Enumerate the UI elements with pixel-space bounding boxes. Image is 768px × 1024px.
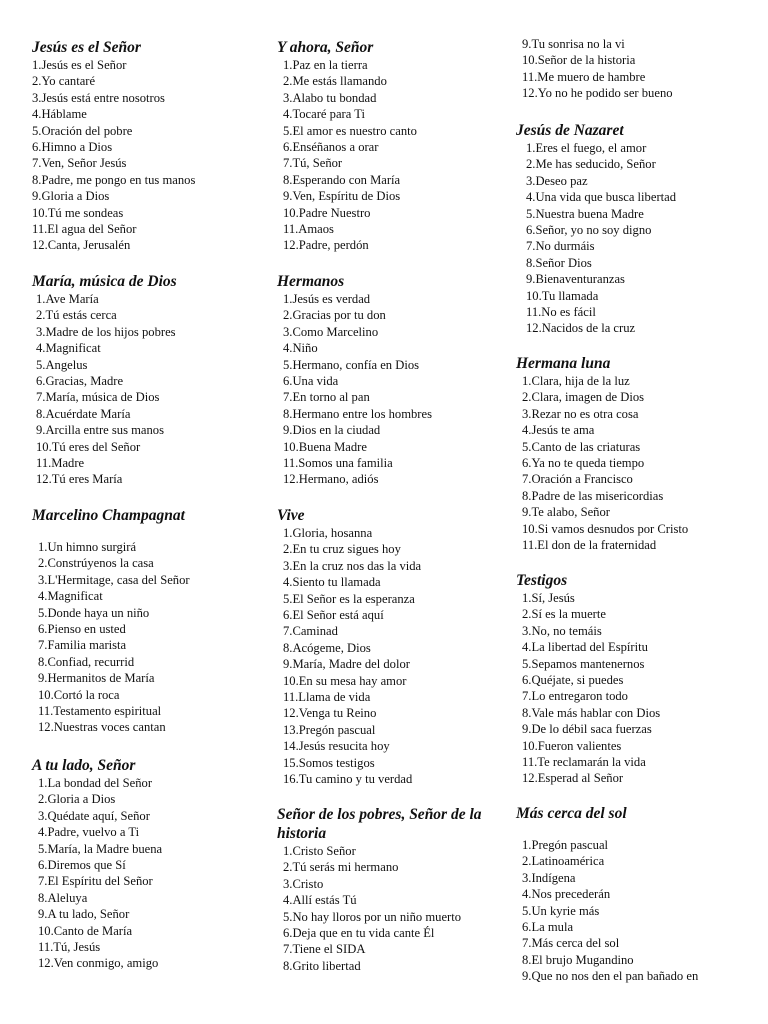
song-item: 2.Constrúyenos la casa [38,556,154,571]
song-item: 9.Tu sonrisa no la vi [522,37,625,51]
song-item: 2.Me has seducido, Señor [526,157,656,172]
song-item: 7.El Espíritu del Señor [38,874,153,889]
song-item: 9.Bienaventuranzas [526,272,625,287]
song-item: 8.Padre, me pongo en tus manos [32,172,196,187]
section-title: Y ahora, Señor [277,39,374,56]
song-item: 12.Tú eres María [36,472,123,487]
song-item: 11.Tú, Jesús [38,940,101,955]
song-item: 11.Somos una familia [283,456,393,471]
song-item: 7.En torno al pan [283,390,370,405]
song-item: 10.Tu llamada [526,288,599,303]
song-section [32,38,280,254]
section-title: Jesús es el Señor [32,39,141,56]
song-item: 7.Tiene el SIDA [283,942,366,957]
song-item: 3.Madre de los hijos pobres [36,324,176,339]
song-item: 13.Pregón pascual [283,722,376,737]
song-item: 1.Cristo Señor [283,844,356,858]
song-item: 4.Una vida que busca libertad [526,190,677,205]
song-section [516,354,766,553]
song-item: 9.Gloria a Dios [32,189,110,204]
song-item: 9.De lo débil saca fuerzas [522,722,652,737]
song-item: 8.Vale más hablar con Dios [522,705,661,720]
song-item: 10.Cortó la roca [38,687,120,702]
song-item: 11.El don de la fraternidad [522,538,657,553]
song-item: 2.Me estás llamando [283,74,387,89]
song-section [516,571,766,787]
song-item: 8.Grito libertad [283,958,361,973]
song-item: 5.Donde haya un niño [38,605,150,620]
song-section [277,38,525,254]
song-item: 8.Esperando con María [283,172,401,187]
song-list [277,291,525,488]
song-section [32,506,280,736]
song-item: 11.El agua del Señor [32,222,137,237]
song-item: 1.Ave María [36,292,99,306]
song-item: 9.Arcilla entre sus manos [36,423,165,438]
song-item: 7.Ven, Señor Jesús [32,156,127,171]
song-item: 5.Nuestra buena Madre [526,206,644,221]
song-item: 9.Que no nos den el pan bañado en [522,969,699,984]
song-section [32,272,280,488]
song-item: 5.Angelus [36,357,88,372]
song-item: 10.Fueron valientes [522,738,622,753]
song-section [32,756,280,972]
song-item: 2.Gloria a Dios [38,792,116,807]
song-item: 11.Me muero de hambre [522,69,646,84]
song-item: 3.L'Hermitage, casa del Señor [38,572,190,587]
song-item: 4.Magnificat [38,589,103,604]
song-item: 2.Yo cantaré [32,74,96,89]
song-item: 12.Canta, Jerusalén [32,238,131,253]
song-item: 1.Gloria, hosanna [283,526,373,540]
song-item: 11.Te reclamarán la vida [522,755,646,770]
section-title: A tu lado, Señor [32,757,136,774]
song-item: 3.Indígena [522,870,576,885]
song-item: 3.Alabo tu bondad [283,90,377,105]
song-item: 8.Aleluya [38,890,88,905]
song-item: 9.Dios en la ciudad [283,423,381,438]
song-item: 11.Amaos [283,222,334,237]
section-title: Vive [277,507,305,524]
song-item: 2.Sí es la muerte [522,607,606,622]
song-item: 8.Acuérdate María [36,406,131,421]
song-item: 14.Jesús resucita hoy [283,739,390,754]
song-item: 8.Acógeme, Dios [283,640,371,655]
section-title: Señor de los pobres, Señor de la historia [277,806,482,842]
section-title: Hermana luna [516,355,611,372]
song-section [277,272,525,488]
section-title: Testigos [516,572,568,589]
section-title: Más cerca del sol [516,805,627,822]
song-item: 6.Señor, yo no soy digno [526,223,652,238]
song-item: 12.Ven conmigo, amigo [38,956,159,971]
song-section [516,121,766,337]
song-item: 3.Rezar no es otra cosa [522,406,639,421]
song-item: 2.Gracias por tu don [283,308,386,323]
song-item: 6.Una vida [283,374,339,389]
song-item: 7.Caminad [283,624,338,639]
song-item: 10.Señor de la historia [522,53,636,68]
section-title: María, música de Dios [32,273,177,290]
song-item: 6.Diremos que Sí [38,858,126,873]
song-item: 10.Tú eres del Señor [36,439,141,454]
song-item: 3.Como Marcelino [283,324,379,339]
song-item: 1.La bondad del Señor [38,776,153,790]
song-item: 16.Tu camino y tu verdad [283,772,413,787]
song-item: 5.María, la Madre buena [38,841,163,856]
song-item: 4.Magnificat [36,341,101,356]
song-list [32,539,280,736]
song-item: 6.Enséñanos a orar [283,140,379,155]
song-item: 7.Tú, Señor [283,156,343,171]
song-list [32,57,280,254]
song-item: 8.Señor Dios [526,255,592,270]
song-item: 15.Somos testigos [283,755,375,770]
song-item: 5.El amor es nuestro canto [283,123,417,138]
song-item: 7.Oración a Francisco [522,472,633,487]
song-item: 11.No es fácil [526,305,596,320]
song-item: 11.Madre [36,456,85,471]
song-item: 3.Jesús está entre nosotros [32,90,165,105]
song-item: 6.El Señor está aquí [283,608,384,623]
song-item: 5.No hay lloros por un niño muerto [283,909,462,924]
song-list [277,525,525,788]
song-item: 6.Ya no te queda tiempo [522,456,645,471]
song-item: 4.Padre, vuelvo a Ti [38,825,140,840]
song-item: 4.Allí estás Tú [283,893,357,908]
song-item: 2.Latinoamérica [522,854,605,869]
song-item: 5.Canto de las criaturas [522,439,641,454]
section-spacer [32,525,280,539]
song-item: 4.Háblame [32,107,87,122]
song-item: 11.Llama de vida [283,690,371,705]
song-item: 1.Eres el fuego, el amor [526,141,647,155]
song-item: 6.Deja que en tu vida cante Él [283,926,435,941]
song-item: 12.Esperad al Señor [522,771,624,786]
song-item: 12.Venga tu Reino [283,706,377,721]
section-title: Marcelino Champagnat [32,507,185,524]
song-item: 1.Paz en la tierra [283,58,368,72]
song-list [277,57,525,254]
song-item: 12.Padre, perdón [283,238,369,253]
song-item: 6.Himno a Dios [32,140,113,155]
song-item: 4.Tocaré para Ti [283,107,366,122]
song-item: 7.Lo entregaron todo [522,689,628,704]
song-item: 3.Cristo [283,876,324,891]
song-item: 1.Pregón pascual [522,838,609,852]
song-item: 10.Si vamos desnudos por Cristo [522,521,689,536]
song-item: 8.Padre de las misericordias [522,488,664,503]
song-list [516,36,766,102]
song-item: 6.Pienso en usted [38,622,126,637]
song-list [277,843,525,974]
song-item: 10.En su mesa hay amor [283,673,407,688]
song-item: 12.Yo no he podido ser bueno [522,86,673,101]
song-item: 1.Jesús es el Señor [32,58,127,72]
song-item: 5.Sepamos mantenernos [522,656,645,671]
song-item: 9.A tu lado, Señor [38,907,130,922]
song-list [516,837,766,985]
song-item: 1.Un himno surgirá [38,540,137,554]
song-item: 4.Niño [283,341,318,356]
song-item: 7.Más cerca del sol [522,936,620,951]
song-item: 3.No, no temáis [522,623,602,638]
song-item: 6.Quéjate, si puedes [522,673,624,688]
song-item: 4.La libertad del Espíritu [522,640,648,655]
song-item: 1.Jesús es verdad [283,292,371,306]
song-item: 2.En tu cruz sigues hoy [283,542,401,557]
song-item: 2.Clara, imagen de Dios [522,390,645,405]
song-list [32,291,280,488]
song-item: 3.En la cruz nos das la vida [283,558,422,573]
song-item: 9.Hermanitos de María [38,671,155,686]
song-item: 7.María, música de Dios [36,390,160,405]
song-item: 4.Nos precederán [522,887,611,902]
song-item: 10.Canto de María [38,923,133,938]
song-item: 5.El Señor es la esperanza [283,591,415,606]
song-section [277,805,525,974]
song-item: 9.Ven, Espíritu de Dios [283,189,401,204]
song-item: 12.Nacidos de la cruz [526,321,636,336]
song-item: 7.Familia marista [38,638,127,653]
song-list [516,373,766,553]
song-item: 2.Tú estás cerca [36,308,117,323]
song-item: 6.La mula [522,920,574,935]
song-item: 8.Confiad, recurrid [38,654,135,669]
song-item: 5.Un kyrie más [522,903,600,918]
song-section-continued [516,36,766,102]
song-item: 11.Testamento espiritual [38,704,162,719]
song-item: 10.Buena Madre [283,439,367,454]
song-item: 5.Hermano, confía en Dios [283,357,420,372]
song-item: 6.Gracias, Madre [36,374,124,389]
song-item: 8.Hermano entre los hombres [283,406,432,421]
song-item: 4.Siento tu llamada [283,575,381,590]
song-list [516,590,766,787]
song-item: 3.Quédate aquí, Señor [38,808,150,823]
section-spacer [516,823,766,837]
song-item: 12.Nuestras voces cantan [38,720,166,735]
song-item: 1.Sí, Jesús [522,591,575,605]
song-item: 3.Deseo paz [526,173,588,188]
song-list [32,775,280,972]
song-item: 2.Tú serás mi hermano [283,860,399,875]
song-item: 1.Clara, hija de la luz [522,374,630,388]
song-item: 5.Oración del pobre [32,123,133,138]
song-item: 7.No durmáis [526,239,595,254]
song-section [277,506,525,788]
song-item: 10.Tú me sondeas [32,205,124,220]
song-item: 9.María, Madre del dolor [283,657,410,672]
section-title: Hermanos [277,273,345,290]
song-item: 4.Jesús te ama [522,423,595,438]
song-item: 8.El brujo Mugandino [522,952,634,967]
song-item: 12.Hermano, adiós [283,472,379,487]
song-section [516,804,766,985]
song-list [516,140,766,337]
song-item: 10.Padre Nuestro [283,205,371,220]
section-title: Jesús de Nazaret [516,122,624,139]
song-item: 9.Te alabo, Señor [522,505,610,520]
